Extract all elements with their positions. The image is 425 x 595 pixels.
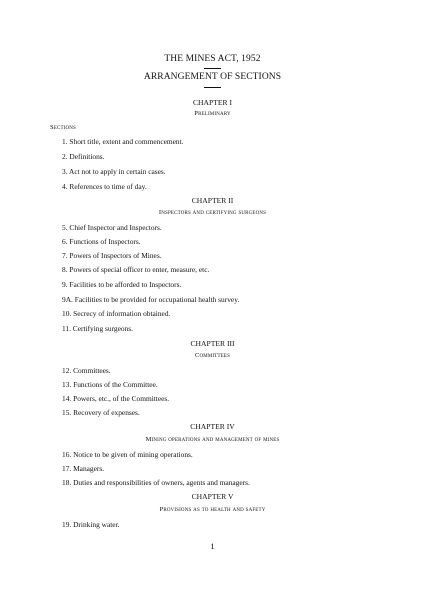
section-item: 15. Recovery of expenses. bbox=[62, 408, 140, 417]
section-item: 14. Powers, etc., of the Committees. bbox=[62, 394, 170, 403]
section-item: 10. Secrecy of information obtained. bbox=[62, 309, 171, 318]
chapter-name: Mining operations and management of mines bbox=[145, 436, 280, 443]
chapter-name: Committees bbox=[194, 352, 231, 359]
section-item: 2. Definitions. bbox=[62, 152, 105, 161]
chapter-heading: CHAPTER I bbox=[192, 98, 233, 107]
chapter-name: Inspectors and certifying surgeons bbox=[158, 209, 267, 216]
section-item: 17. Managers. bbox=[62, 464, 105, 473]
section-item: 6. Functions of Inspectors. bbox=[62, 237, 141, 246]
chapter-heading: CHAPTER II bbox=[191, 196, 234, 205]
section-item: 16. Notice to be given of mining operations. bbox=[62, 450, 193, 459]
section-item: 1. Short title, extent and commencement. bbox=[62, 137, 184, 146]
section-item: 11. Certifying surgeons. bbox=[62, 324, 134, 333]
sections-label: Sections bbox=[50, 124, 76, 131]
section-item: 3. Act not to apply in certain cases. bbox=[62, 167, 166, 176]
arrangement-heading: ARRANGEMENT OF SECTIONS bbox=[143, 72, 282, 82]
section-item: 18. Duties and responsibilities of owners, agents and managers. bbox=[62, 478, 250, 487]
chapter-name: Provisions as to health and safety bbox=[159, 506, 266, 513]
chapter-heading: CHAPTER IV bbox=[190, 422, 235, 431]
section-item: 9. Facilities to be afforded to Inspectors. bbox=[62, 280, 182, 289]
chapter-name: Preliminary bbox=[194, 110, 231, 117]
section-item: 5. Chief Inspector and Inspectors. bbox=[62, 223, 162, 232]
title-rule bbox=[204, 68, 221, 69]
section-item: 12. Committees. bbox=[62, 366, 111, 375]
subtitle-rule bbox=[204, 87, 221, 88]
section-item: 13. Functions of the Committee. bbox=[62, 380, 158, 389]
chapter-heading: CHAPTER V bbox=[191, 492, 234, 501]
section-item: 8. Powers of special officer to enter, measure, etc. bbox=[62, 265, 210, 274]
chapter-heading: CHAPTER III bbox=[190, 339, 235, 348]
page-number: 1 bbox=[210, 541, 215, 551]
section-item: 7. Powers of Inspectors of Mines. bbox=[62, 251, 162, 260]
section-item: 4. References to time of day. bbox=[62, 182, 147, 191]
act-title: THE MINES ACT, 1952 bbox=[164, 54, 261, 64]
section-item: 19. Drinking water. bbox=[62, 520, 120, 529]
section-item: 9A. Facilities to be provided for occupational health survey. bbox=[62, 295, 240, 304]
